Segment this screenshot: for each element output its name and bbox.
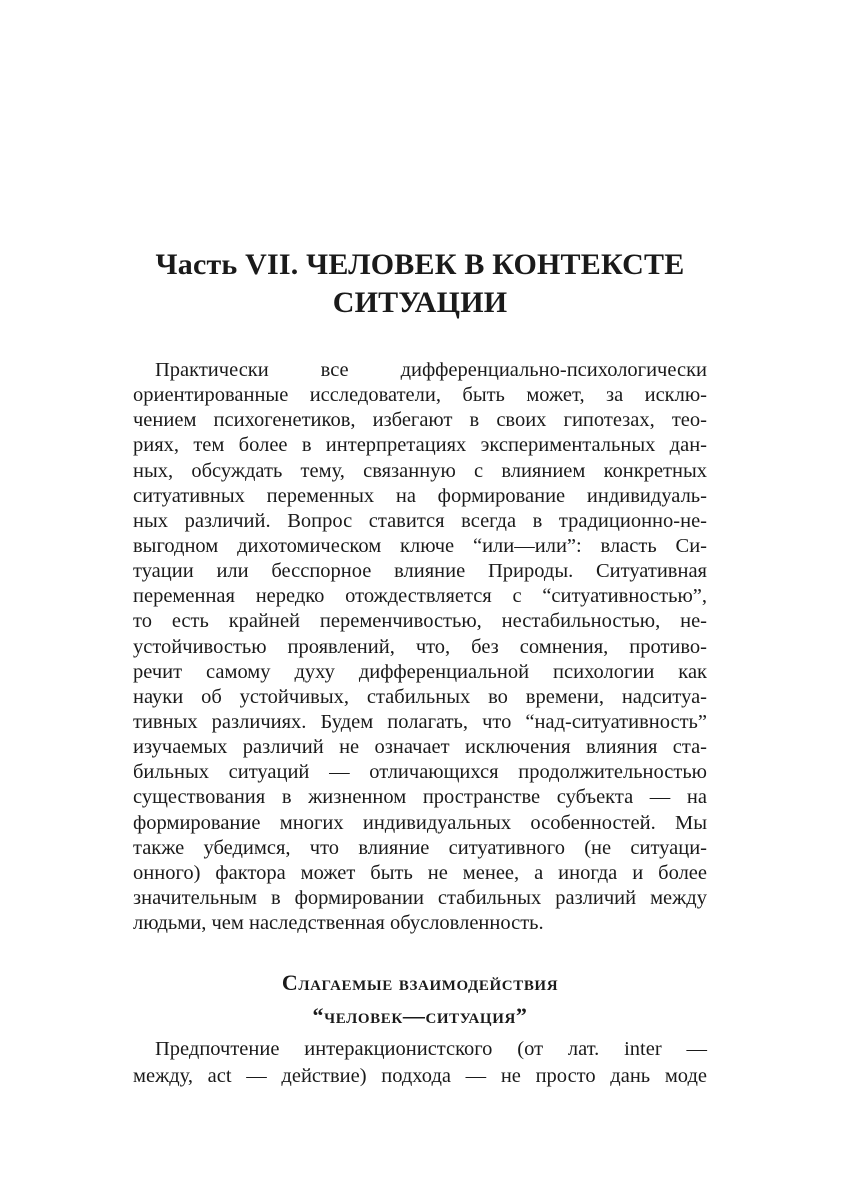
chapter-title-line: СИТУАЦИИ <box>332 286 508 319</box>
text-line: тивных различиях. Будем полагать, что “над-ситуативность” <box>133 710 707 733</box>
text-line: изучаемых различий не означает исключения влияния ста- <box>133 736 707 759</box>
text-line: людьми, чем наследственная обусловленность. <box>133 912 544 935</box>
section-title-line: “человек—ситуация” <box>312 1003 528 1029</box>
text-line: переменная нередко отождествляется с “ситуативностью”, <box>133 585 707 608</box>
text-line: то есть крайней переменчивостью, нестабильностью, не- <box>133 610 707 633</box>
text-line: ориентированные исследователи, быть может, за исклю- <box>133 384 707 407</box>
text-line: существования в жизненном пространстве субъекта — на <box>133 786 707 809</box>
section-paragraph <box>133 1036 707 1090</box>
chapter-title-line: Часть VII. ЧЕЛОВЕК В КОНТЕКСТЕ <box>155 248 685 281</box>
chapter-title <box>133 246 707 322</box>
book-page <box>133 246 707 1090</box>
text-line: риях, тем более в интерпретациях экспериментальных дан- <box>133 434 707 457</box>
text-line: устойчивостью проявлений, что, без сомнения, противо- <box>133 635 707 658</box>
text-line: значительным в формировании стабильных различий между <box>133 886 707 909</box>
section-title-line: Слагаемые взаимодействия <box>281 970 559 996</box>
intro-paragraph <box>133 358 707 936</box>
text-line: между, act — действие) подхода — не просто дань моде <box>133 1065 707 1088</box>
text-line: формирование многих индивидуальных особенностей. Мы <box>133 811 707 834</box>
text-line: бильных ситуаций — отличающихся продолжительностью <box>133 761 707 784</box>
text-line: туации или бесспорное влияние Природы. Ситуативная <box>133 560 707 583</box>
text-line: науки об устойчивых, стабильных во времени, надситуа- <box>133 685 707 708</box>
text-line: выгодном дихотомическом ключе “или—или”: власть Си- <box>133 534 707 557</box>
text-line: ных, обсуждать тему, связанную с влиянием конкретных <box>133 459 707 482</box>
text-line: онного) фактора может быть не менее, а иногда и более <box>133 861 707 884</box>
text-line: ных различий. Вопрос ставится всегда в традиционно-не- <box>133 509 707 532</box>
text-line: чением психогенетиков, избегают в своих гипотезах, тео- <box>133 409 707 432</box>
text-line: ситуативных переменных на формирование индивидуаль- <box>133 484 707 507</box>
text-line: Предпочтение интеракционистского (от лат. inter — <box>155 1038 707 1061</box>
text-line: Практически все дифференциально-психологически <box>155 359 707 381</box>
text-line: речит самому духу дифференциальной психологии как <box>133 660 707 683</box>
text-line: также убедимся, что влияние ситуативного (не ситуаци- <box>133 836 707 859</box>
section-title <box>133 966 707 1032</box>
